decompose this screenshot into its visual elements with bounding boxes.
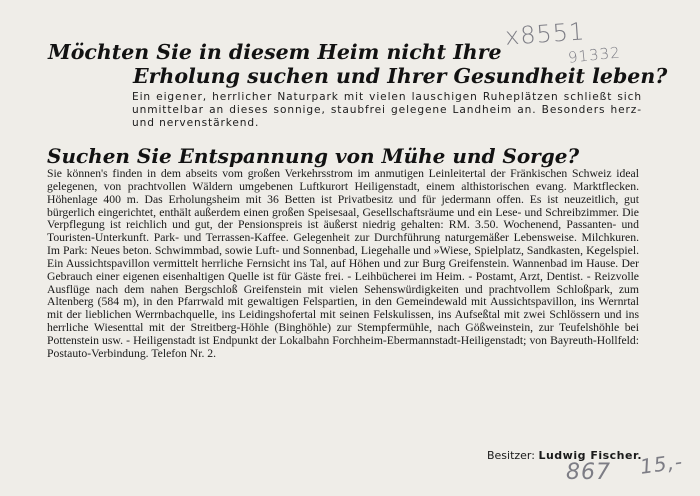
description-body bbox=[47, 168, 639, 361]
pencil-bottom-number: 867 bbox=[566, 460, 611, 485]
pencil-reference-number: x8551 bbox=[504, 17, 587, 51]
owner-signature bbox=[487, 449, 642, 462]
headline-line-1: Möchten Sie in diesem Heim nicht Ihre bbox=[48, 40, 502, 64]
intro-text: Ein eigener, herrlicher Naturpark mit vielen lauschigen Ruheplätzen schließt sich unmittelbar an dieses sonnige, staubfrei gelegene Landheim an. Besonders herz- und nervenstärkend. bbox=[132, 91, 642, 129]
owner-name: Ludwig Fischer. bbox=[538, 449, 642, 462]
description-paragraph: Sie können's finden in dem abseits vom großen Verkehrsstrom im anmutigen Leinleitertal der Fränkischen Schweiz ideal gelegenen, von prachtvollen Wäldern umgebenen Luftkurort Heiligenstadt, einem althistorischen evang. Marktflecken. Höhenlage 400 m. Das Erholungsheim mit 36 Betten ist Privatbesitz und für jedermann offen. Es ist neuzeitlich, gut bürgerlich eingerichtet, enthält außerdem einen großen Speisesaal, Gesellschaftsräume und ein Lese- und Schreibzimmer. Die Verpflegung ist reichlich und gut, der Pensionspreis ist äußerst niedrig gehalten: RM. 3.50. Wochenend, Passanten- und Touristen-Unterkunft. Park- und Terrassen-Kaffee. Gelegenheit zur Durchführung naturgemäßer Lebensweise. Milchkuren. Im Park: Neues beton. Schwimmbad, sowie Luft- und Sonnenbad, Liegehalle und »Wiese, Spielplatz, Sandkasten, Kegelspiel. Ein Aussichtspavillon vermittelt herrliche Fernsicht ins Tal, auf Höhen und zur Burg Greifenstein. Wannenbad im Hause. Der Gebrauch einer eigenen eisenhaltigen Quelle ist für Gäste frei. - Leihbücherei im Heim. - Postamt, Arzt, Dentist. - Reizvolle Ausflüge nach dem nahen Bergschloß Greifenstein mit vielen Sehenswürdigkeiten und prachtvollem Schloßpark, zum Altenberg (584 m), in den Pfarrwald mit gewaltigen Felspartien, in den Gemeindewald mit Aussichtspavillon, ins Wernrtal mit der lieblichen Werrnbachquelle, ins Leidingshofertal mit seinen Felskulissen, ins Aufseßtal mit zwei Schlössern und ins herrliche Wiesenttal mit der Streitberg-Höhle (Binghöhle) zur Stempfermühle, nach Gößweinstein, zur Teufelshöhle bei Pottenstein usw. - Heiligenstadt ist Endpunkt der Lokalbahn Forchheim-Ebermannstadt-Heiligenstadt; von Bayreuth-Hollfeld: Postauto-Verbindung. Telefon Nr. 2. bbox=[47, 167, 639, 360]
section-heading: Suchen Sie Entspannung von Mühe und Sorge? bbox=[47, 144, 580, 168]
pencil-bottom-mark: 15,- bbox=[638, 449, 685, 479]
pencil-reference-small: 91332 bbox=[567, 43, 622, 67]
headline-line-2: Erholung suchen und Ihrer Gesundheit leben? bbox=[133, 64, 668, 88]
owner-label: Besitzer: bbox=[486, 449, 535, 462]
